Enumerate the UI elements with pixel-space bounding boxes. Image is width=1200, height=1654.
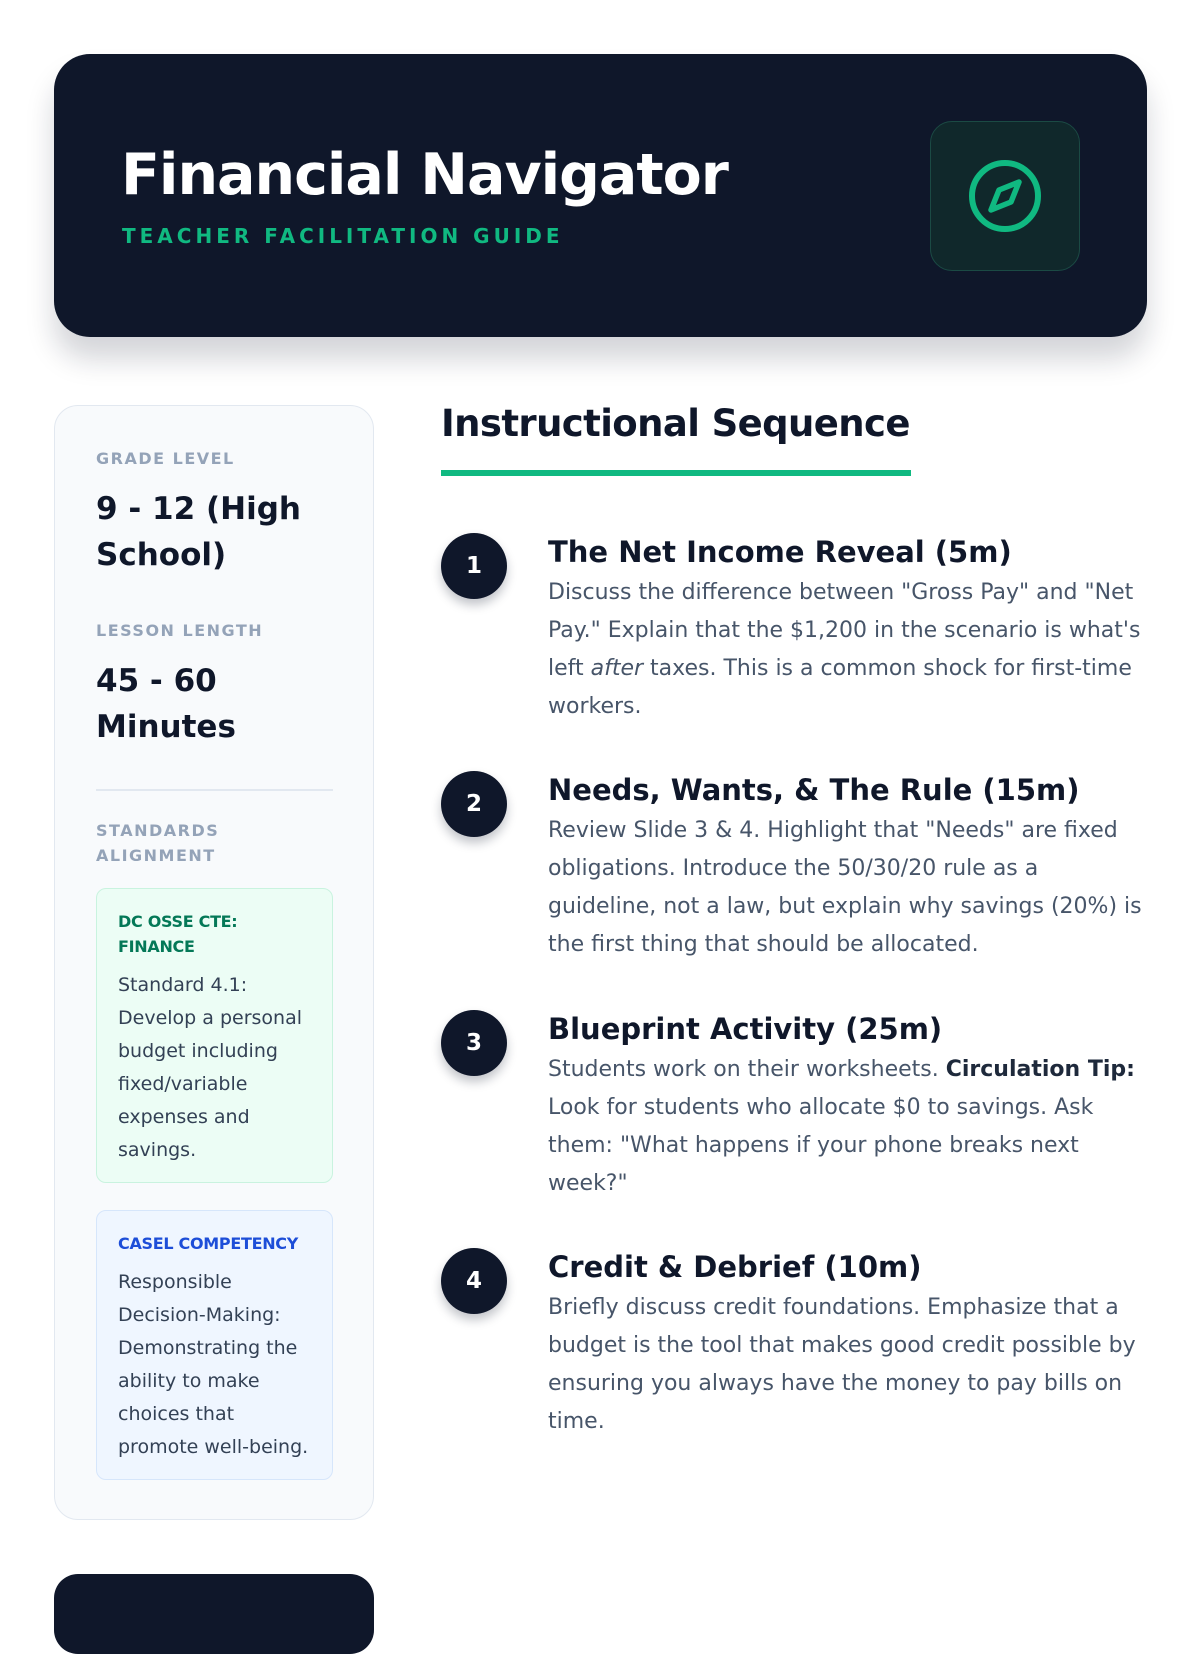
lesson-info-card (54, 405, 374, 1520)
standard-body: Standard 4.1: Develop a personal budget including fixed/variable expenses and savings. (118, 974, 302, 1161)
standard-title: CASEL COMPETENCY (118, 1234, 299, 1253)
section-title-underline (441, 470, 911, 476)
standard-card-casel (96, 1210, 333, 1480)
grade-level-label: GRADE LEVEL (96, 449, 235, 468)
step-number-badge: 1 (441, 533, 507, 599)
lesson-length-label: LESSON LENGTH (96, 621, 264, 640)
header-banner (54, 54, 1147, 337)
compass-icon-container (930, 121, 1080, 271)
page-subtitle: TEACHER FACILITATION GUIDE (122, 224, 564, 248)
grade-level-value: 9 - 12 (High School) (96, 491, 301, 573)
standards-alignment-label: STANDARDS ALIGNMENT (96, 821, 220, 865)
step-body: Review Slide 3 & 4. Highlight that "Needs" are fixed obligations. Introduce the 50/30/20 rule as a guideline, not a law, but explain why savings (20%) is the first thing that should be allocated. (548, 818, 1142, 957)
step-number-badge: 4 (441, 1248, 507, 1314)
compass-icon (965, 156, 1045, 236)
section-title: Instructional Sequence (441, 402, 910, 445)
step-number-badge: 2 (441, 771, 507, 837)
standard-card-osse (96, 888, 333, 1183)
step-body: Students work on their worksheets. Circulation Tip: Look for students who allocate $0 to savings. Ask them: "What happens if your phone breaks next week?" (548, 1057, 1135, 1196)
step-body: Discuss the difference between "Gross Pay" and "Net Pay." Explain that the $1,200 in the scenario is what's left after taxes. This is a common shock for first-time workers. (548, 580, 1141, 719)
standard-title: DC OSSE CTE: FINANCE (118, 912, 238, 956)
step-title: The Net Income Reveal (5m) (548, 535, 1012, 569)
lesson-length-value: 45 - 60 Minutes (96, 663, 236, 745)
standard-body: Responsible Decision-Making: Demonstrating the ability to make choices that promote well-being. (118, 1271, 309, 1458)
page-title: Financial Navigator (121, 142, 728, 208)
step-title: Credit & Debrief (10m) (548, 1250, 922, 1284)
step-title: Blueprint Activity (25m) (548, 1012, 943, 1046)
sidebar-divider (96, 789, 333, 791)
step-title: Needs, Wants, & The Rule (15m) (548, 773, 1080, 807)
step-number-badge: 3 (441, 1010, 507, 1076)
bottom-card (54, 1574, 374, 1654)
step-body: Briefly discuss credit foundations. Emphasize that a budget is the tool that makes good credit possible by ensuring you always have the money to pay bills on time. (548, 1295, 1136, 1434)
